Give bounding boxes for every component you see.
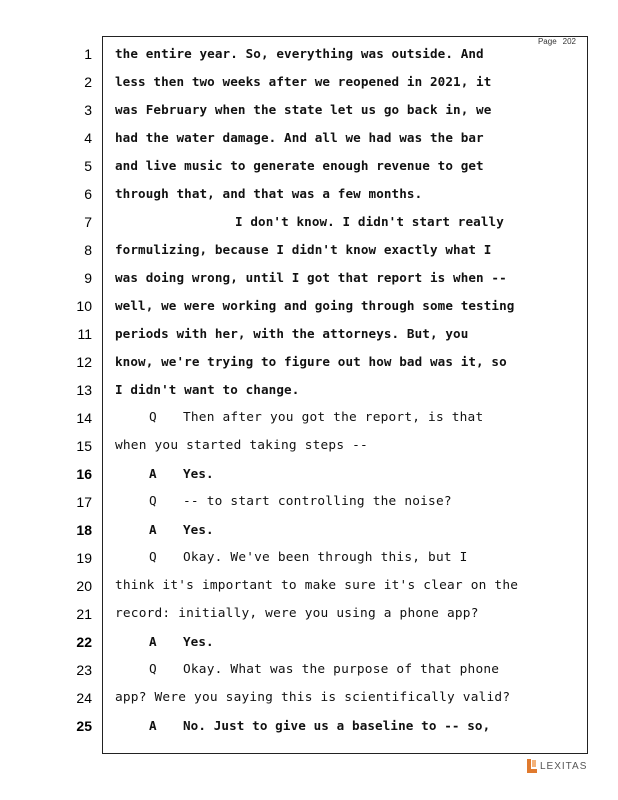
speaker-mark: Q — [149, 550, 157, 565]
line-number: 3 — [84, 102, 92, 118]
line-number: 23 — [76, 662, 92, 678]
line-number: 14 — [76, 410, 92, 426]
transcript-body — [115, 40, 575, 740]
line-number-column — [68, 40, 92, 740]
question-line — [115, 404, 575, 432]
question-text: Okay. We've been through this, but I — [183, 550, 468, 565]
line-number: 8 — [84, 242, 92, 258]
lexitas-mark-icon — [526, 758, 538, 774]
line-number: 18 — [76, 522, 92, 538]
line-number: 22 — [76, 634, 92, 650]
speaker-mark: A — [149, 522, 157, 537]
line-number: 1 — [84, 46, 92, 62]
speaker-mark: Q — [149, 494, 157, 509]
question-line — [115, 488, 575, 516]
question-text: Okay. What was the purpose of that phone — [183, 662, 500, 677]
page-number: 202 — [562, 37, 576, 46]
logo-text: LEXITAS — [540, 760, 588, 772]
transcript-line: periods with her, with the attorneys. But, you — [115, 326, 469, 341]
line-number: 21 — [76, 606, 92, 622]
transcript-line: app? Were you saying this is scientifically valid? — [115, 690, 511, 705]
line-number: 20 — [76, 578, 92, 594]
line-number: 12 — [76, 354, 92, 370]
line-number: 10 — [76, 298, 92, 314]
line-number: 13 — [76, 382, 92, 398]
answer-line — [115, 712, 575, 740]
transcript-line: through that, and that was a few months. — [115, 186, 423, 201]
transcript-line: the entire year. So, everything was outside. And — [115, 46, 484, 61]
line-number: 2 — [84, 74, 92, 90]
line-number: 25 — [76, 718, 92, 734]
transcript-line: was doing wrong, until I got that report is when -- — [115, 270, 507, 285]
transcript-line: I didn't want to change. — [115, 382, 300, 397]
answer-text: Yes. — [183, 634, 214, 649]
transcript-line: and live music to generate enough revenue to get — [115, 158, 484, 173]
answer-text: Yes. — [183, 466, 214, 481]
line-number: 9 — [84, 270, 92, 286]
page-label-text: Page — [537, 37, 557, 46]
transcript-line: I don't know. I didn't start really — [235, 214, 504, 229]
answer-line — [115, 516, 575, 544]
line-number: 17 — [76, 494, 92, 510]
transcript-line: formulizing, because I didn't know exactly what I — [115, 242, 492, 257]
speaker-mark: A — [149, 634, 157, 649]
answer-line — [115, 460, 575, 488]
line-number: 24 — [76, 690, 92, 706]
transcript-line: when you started taking steps -- — [115, 438, 368, 453]
lexitas-logo — [526, 758, 587, 774]
question-text: -- to start controlling the noise? — [183, 494, 452, 509]
answer-text: Yes. — [183, 522, 214, 537]
transcript-line: record: initially, were you using a phone app? — [115, 606, 479, 621]
line-number: 4 — [84, 130, 92, 146]
line-number: 16 — [76, 466, 92, 482]
line-number: 11 — [77, 326, 92, 342]
answer-line — [115, 628, 575, 656]
question-text: Then after you got the report, is that — [183, 410, 484, 425]
transcript-line: was February when the state let us go back in, we — [115, 102, 492, 117]
line-number: 6 — [84, 186, 92, 202]
speaker-mark: Q — [149, 410, 157, 425]
transcript-line: had the water damage. And all we had was the bar — [115, 130, 484, 145]
speaker-mark: Q — [149, 662, 157, 677]
transcript-line: less then two weeks after we reopened in 2021, it — [115, 74, 492, 89]
question-line — [115, 656, 575, 684]
speaker-mark: A — [149, 466, 157, 481]
line-number: 7 — [84, 214, 92, 230]
question-line — [115, 544, 575, 572]
line-number: 15 — [76, 438, 92, 454]
answer-text: No. Just to give us a baseline to -- so, — [183, 718, 491, 733]
transcript-line: think it's important to make sure it's clear on the — [115, 578, 519, 593]
transcript-line: know, we're trying to figure out how bad was it, so — [115, 354, 507, 369]
line-number: 19 — [76, 550, 92, 566]
speaker-mark: A — [149, 718, 157, 733]
transcript-line: well, we were working and going through some testing — [115, 298, 515, 313]
line-number: 5 — [84, 158, 92, 174]
